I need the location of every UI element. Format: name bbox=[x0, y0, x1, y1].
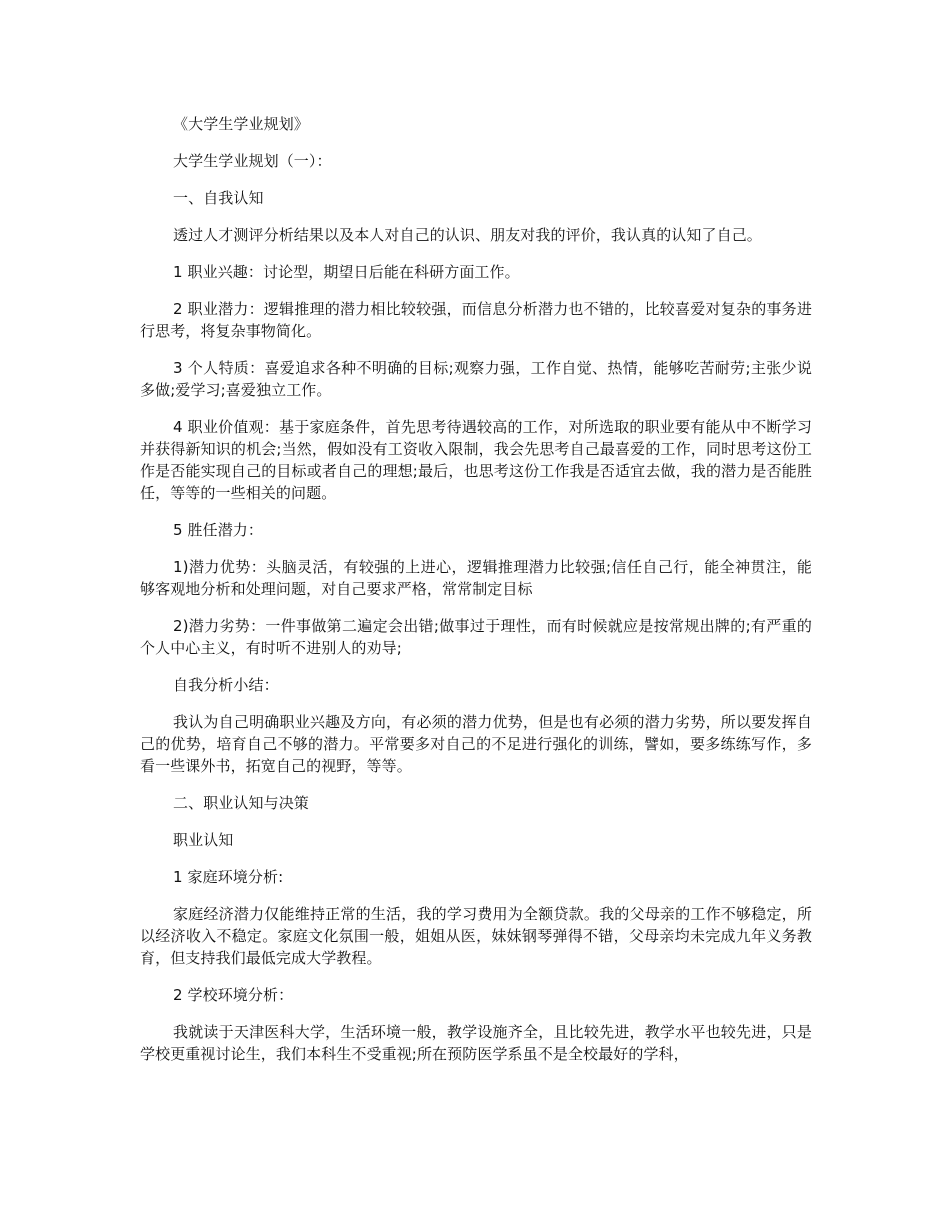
paragraph: 3 个人特质：喜爱追求各种不明确的目标;观察力强，工作自觉、热情，能够吃苦耐劳;主张少说多做;爱学习;喜爱独立工作。 bbox=[140, 359, 812, 399]
paragraph: 我就读于天津医科大学，生活环境一般，教学设施齐全，且比较先进，教学水平也较先进，只是学校更重视讨论生，我们本科生不受重视;所在预防医学系虽不是全校最好的学科， bbox=[140, 1023, 812, 1063]
paragraph: 家庭经济潜力仅能维持正常的生活，我的学习费用为全额贷款。我的父母亲的工作不够稳定，所以经济收入不稳定。家庭文化氛围一般，姐姐从医，妹妹钢琴弹得不错，父母亲均未完成九年义务教育，但支持我们最低完成大学教程。 bbox=[140, 905, 812, 967]
paragraph: 2 学校环境分析： bbox=[173, 986, 294, 1004]
paragraph: 自我分析小结： bbox=[173, 676, 279, 694]
paragraph: 5 胜任潜力： bbox=[173, 521, 264, 539]
section-heading-self-awareness: 一、自我认知 bbox=[173, 189, 264, 207]
section-subtitle: 大学生学业规划（一）： bbox=[173, 152, 332, 170]
section-heading-career: 二、职业认知与决策 bbox=[173, 794, 309, 812]
paragraph: 1 职业兴趣：讨论型，期望日后能在科研方面工作。 bbox=[173, 263, 520, 281]
paragraph: 2 职业潜力：逻辑推理的潜力相比较较强，而信息分析潜力也不错的，比较喜爱对复杂的事务进行思考，将复杂事物简化。 bbox=[140, 300, 812, 340]
document-body bbox=[140, 113, 812, 1080]
paragraph: 1 家庭环境分析: bbox=[173, 868, 284, 886]
paragraph: 职业认知 bbox=[173, 831, 234, 849]
paragraph: 4 职业价值观：基于家庭条件，首先思考待遇较高的工作，对所选取的职业要有能从中不断学习并获得新知识的机会;当然，假如没有工资收入限制，我会先思考自己最喜爱的工作，同时思考这份工作是否能实现自己的目标或者自己的理想;最后，也思考这份工作我是否适宜去做，我的潜力是否能胜任，等等的一些相关的问题。 bbox=[140, 418, 812, 502]
paragraph: 我认为自己明确职业兴趣及方向，有必须的潜力优势，但是也有必须的潜力劣势，所以要发挥自己的优势，培育自己不够的潜力。平常要多对自己的不足进行强化的训练，譬如，要多练练写作，多看一些课外书，拓宽自己的视野，等等。 bbox=[140, 713, 812, 775]
paragraph: 透过人才测评分析结果以及本人对自己的认识、朋友对我的评价，我认真的认知了自己。 bbox=[173, 226, 762, 244]
paragraph: 1)潜力优势：头脑灵活，有较强的上进心，逻辑推理潜力比较强;信任自己行，能全神贯注，能够客观地分析和处理问题，对自己要求严格，常常制定目标 bbox=[140, 558, 812, 598]
document-title: 《大学生学业规划》 bbox=[173, 115, 309, 133]
paragraph: 2)潜力劣势：一件事做第二遍定会出错;做事过于理性，而有时候就应是按常规出牌的;有严重的个人中心主义，有时听不进别人的劝导; bbox=[140, 617, 812, 657]
